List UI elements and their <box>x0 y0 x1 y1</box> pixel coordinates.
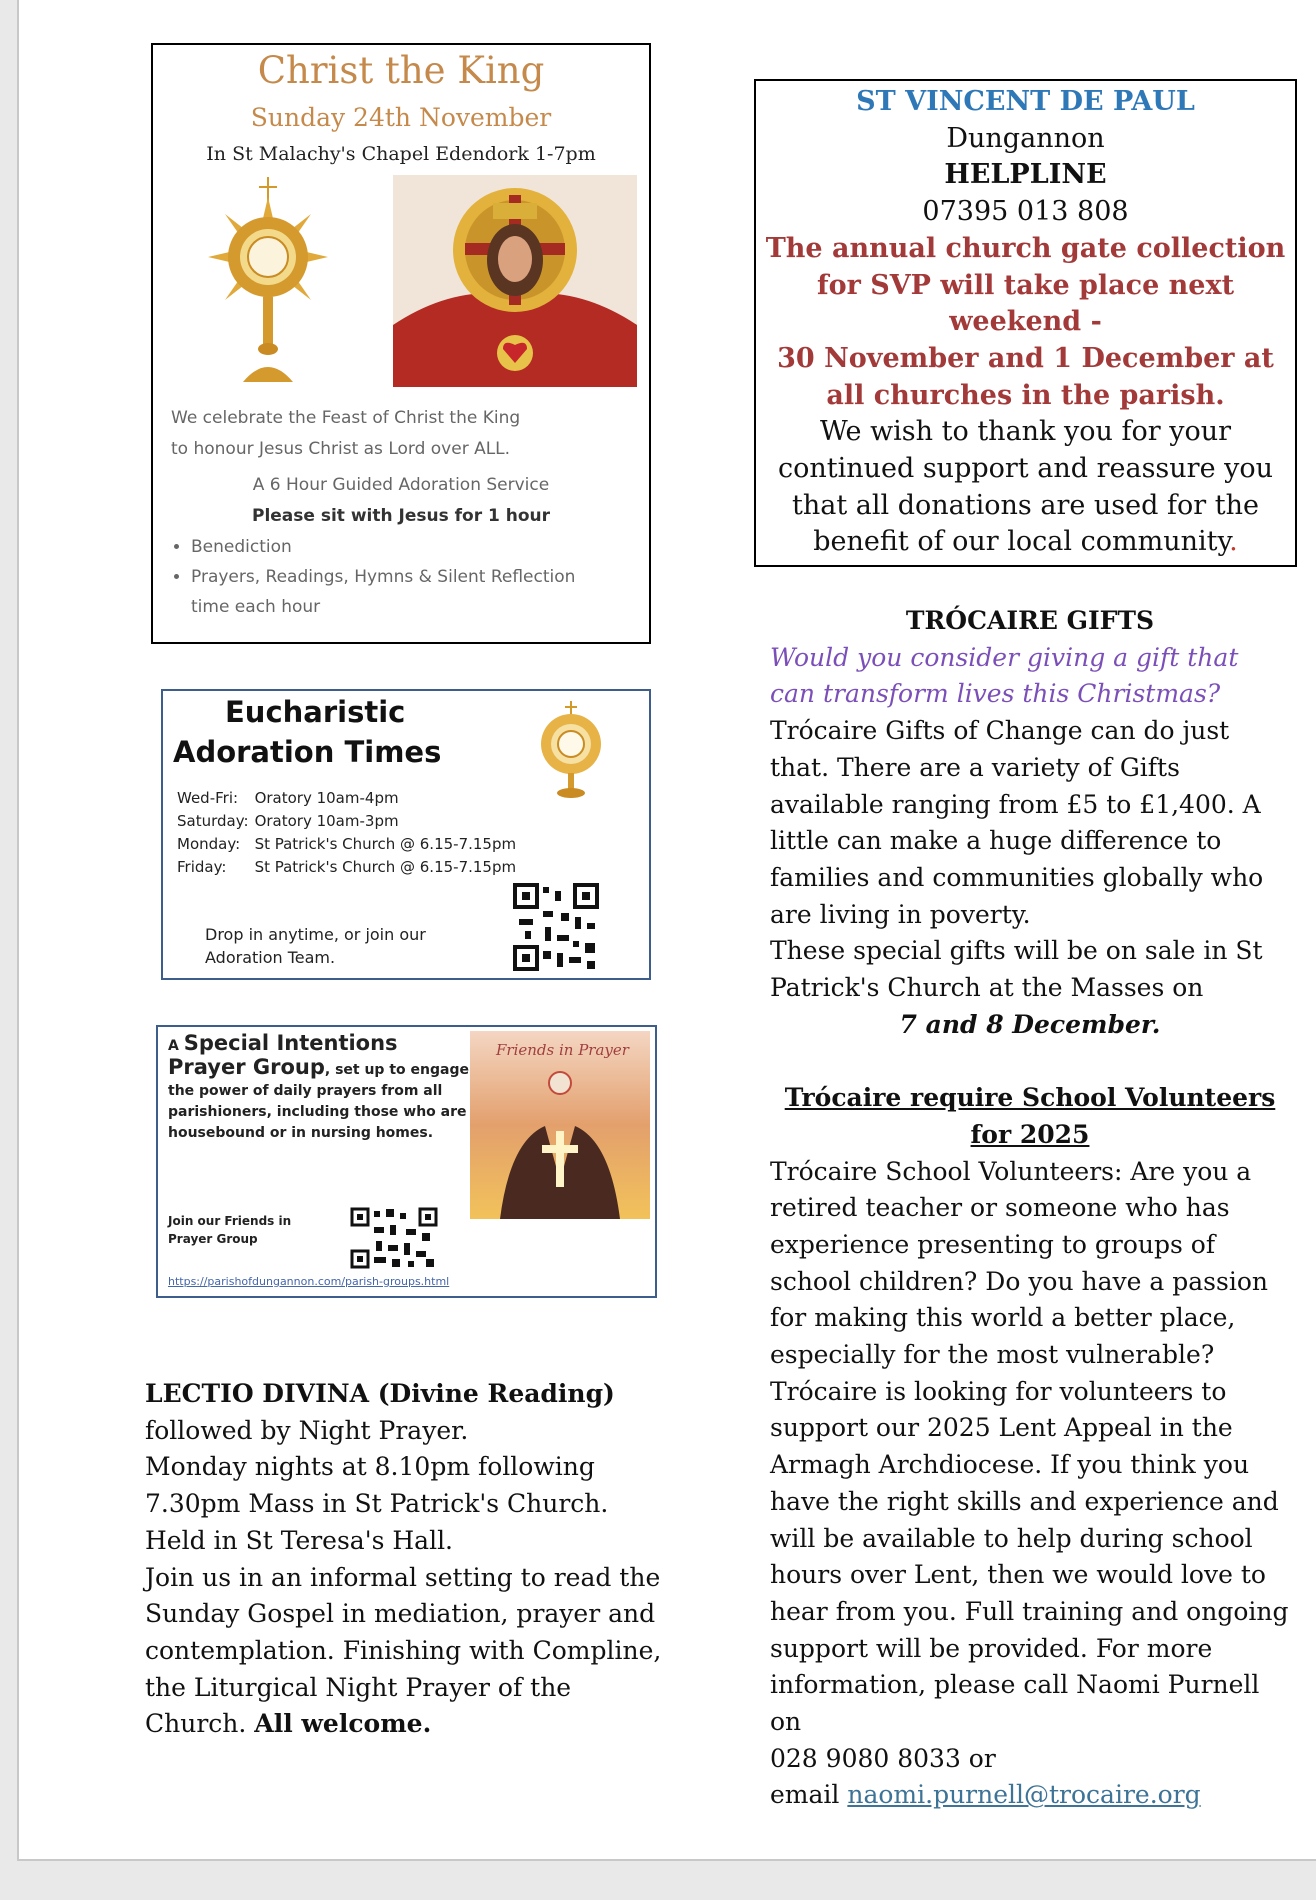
christ-the-king-poster <box>151 43 651 644</box>
trocaire-gifts-question: Would you consider giving a gift that can transform lives this Christmas? <box>770 642 1239 709</box>
bullet-item: • Benediction <box>191 532 611 562</box>
poster-bullets <box>171 532 611 622</box>
svp-phone: 07395 013 808 <box>922 196 1129 228</box>
bulletin-page <box>17 0 1316 1861</box>
intentions-title: Special Intentions Prayer Group <box>168 1031 398 1079</box>
adoration-title-line1: Eucharistic <box>225 695 406 729</box>
schedule-day: Friday: <box>177 858 227 876</box>
email-link[interactable]: naomi.purnell@trocaire.org <box>847 1780 1201 1810</box>
volunteer-phone: 028 9080 8033 or <box>770 1743 996 1773</box>
intentions-lead: A <box>168 1038 179 1054</box>
adoration-title-line2: Adoration Times <box>173 735 442 769</box>
svp-box <box>754 79 1297 567</box>
poster-title: Christ the King <box>257 49 545 92</box>
volunteer-email-line <box>770 1777 1290 1814</box>
table-row <box>177 833 522 856</box>
svp-collection-dates: 30 November and 1 December at all churches in the parish. <box>777 342 1274 411</box>
join-prompt: Join our Friends in Prayer Group <box>168 1214 292 1246</box>
schedule-day: Wed-Fri: <box>177 789 239 807</box>
table-row <box>177 810 522 833</box>
intentions-text <box>168 1033 473 1144</box>
svp-town: Dungannon <box>946 122 1105 154</box>
trocaire-gifts-title: TRÓCAIRE GIFTS <box>905 606 1155 635</box>
praying-hands-image <box>470 1031 650 1219</box>
adoration-service: A 6 Hour Guided Adoration Service <box>252 475 550 495</box>
lectio-heading: LECTIO DIVINA (Divine Reading) <box>145 1379 615 1408</box>
trocaire-gifts-dates: 7 and 8 December. <box>899 1009 1161 1039</box>
schedule-detail: Oratory 10am-3pm <box>254 812 399 830</box>
poster-date: Sunday 24th November <box>250 103 552 132</box>
monstrance-image <box>183 167 353 387</box>
table-row <box>177 856 522 879</box>
trocaire-gifts-sale: These special gifts will be on sale in St Patrick's Church at the Masses on <box>770 936 1263 1003</box>
bullet-item: • Prayers, Readings, Hymns & Silent Reflection time each hour <box>191 562 611 622</box>
parish-groups-link[interactable]: https://parishofdungannon.com/parish-groups.html <box>168 1275 450 1288</box>
lectio-description <box>145 1560 665 1744</box>
drop-in-text: Drop in anytime, or join our Adoration Team. <box>205 925 426 967</box>
spacer <box>770 1043 1290 1080</box>
lectio-description-text: Join us in an informal setting to read the Sunday Gospel in mediation, prayer and contemplation. Finishing with Compline, the Liturgical Night Prayer of the Church. <box>145 1562 662 1739</box>
monstrance-icon <box>533 699 609 799</box>
lectio-divina-section <box>145 1376 665 1743</box>
svp-title: ST VINCENT DE PAUL <box>856 86 1195 117</box>
svp-collection-notice: The annual church gate collection for SVP will take place next weekend - <box>765 232 1286 338</box>
svp-helpline-label: HELPLINE <box>944 159 1107 191</box>
svp-thanks <box>756 414 1295 561</box>
qr-code-icon <box>513 883 599 971</box>
schedule-day: Monday: <box>177 835 241 853</box>
table-row <box>177 787 522 810</box>
all-welcome: All welcome. <box>254 1709 432 1739</box>
adoration-times-poster <box>161 689 651 980</box>
volunteer-body: Trócaire School Volunteers: Are you a retired teacher or someone who has experience presenting to groups of school children? Do you have a passion for making this world a better place, especially for the most vulnerable? Trócaire is looking for volunteers to support our 2025 Lent Appeal in the Armagh Archdiocese. If you think you have the right skills and experience and will be available to help during school hours over Lent, then we would love to hear from you. Full training and ongoing support will be provided. For more information, please call Naomi Purnell on <box>770 1156 1289 1737</box>
sit-with-jesus: Please sit with Jesus for 1 hour <box>251 506 551 526</box>
svp-thanks-end: . <box>1229 526 1238 558</box>
lectio-schedule: Monday nights at 8.10pm following 7.30pm Mass in St Patrick's Church. Held in St Teresa's Hall. <box>145 1452 609 1555</box>
special-intentions-poster <box>156 1025 657 1298</box>
schedule-detail: St Patrick's Church @ 6.15-7.15pm <box>254 835 517 853</box>
trocaire-gifts-description: Trócaire Gifts of Change can do just that. There are a variety of Gifts available ranging from £5 to £1,400. A little can make a huge difference to families and communities globally who are living in poverty. <box>770 716 1264 929</box>
schedule-detail: Oratory 10am-4pm <box>254 789 399 807</box>
volunteer-title: Trócaire require School Volunteers for 2025 <box>784 1083 1276 1149</box>
email-label: email <box>770 1780 840 1810</box>
intentions-body: , set up to engage the power of daily prayers from all parishioners, including those who are housebound or in nursing homes. <box>168 1062 469 1141</box>
svp-thanks-text: We wish to thank you for your continued support and reassure you that all donations are used for the benefit of our local community <box>777 416 1274 558</box>
christ-the-king-icon-image <box>393 175 637 387</box>
poster-location: In St Malachy's Chapel Edendork 1-7pm <box>206 143 596 165</box>
lectio-subheading: followed by Night Prayer. <box>145 1415 469 1445</box>
qr-code-icon <box>350 1207 438 1269</box>
feast-description-line1: We celebrate the Feast of Christ the King <box>171 408 521 428</box>
schedule-detail: St Patrick's Church @ 6.15-7.15pm <box>254 858 517 876</box>
schedule-day: Saturday: <box>177 812 249 830</box>
feast-description-line2: to honour Jesus Christ as Lord over ALL. <box>171 439 511 459</box>
trocaire-section <box>770 603 1290 1814</box>
adoration-schedule <box>177 787 522 879</box>
friends-in-prayer-badge: Friends in Prayer <box>496 1041 629 1059</box>
